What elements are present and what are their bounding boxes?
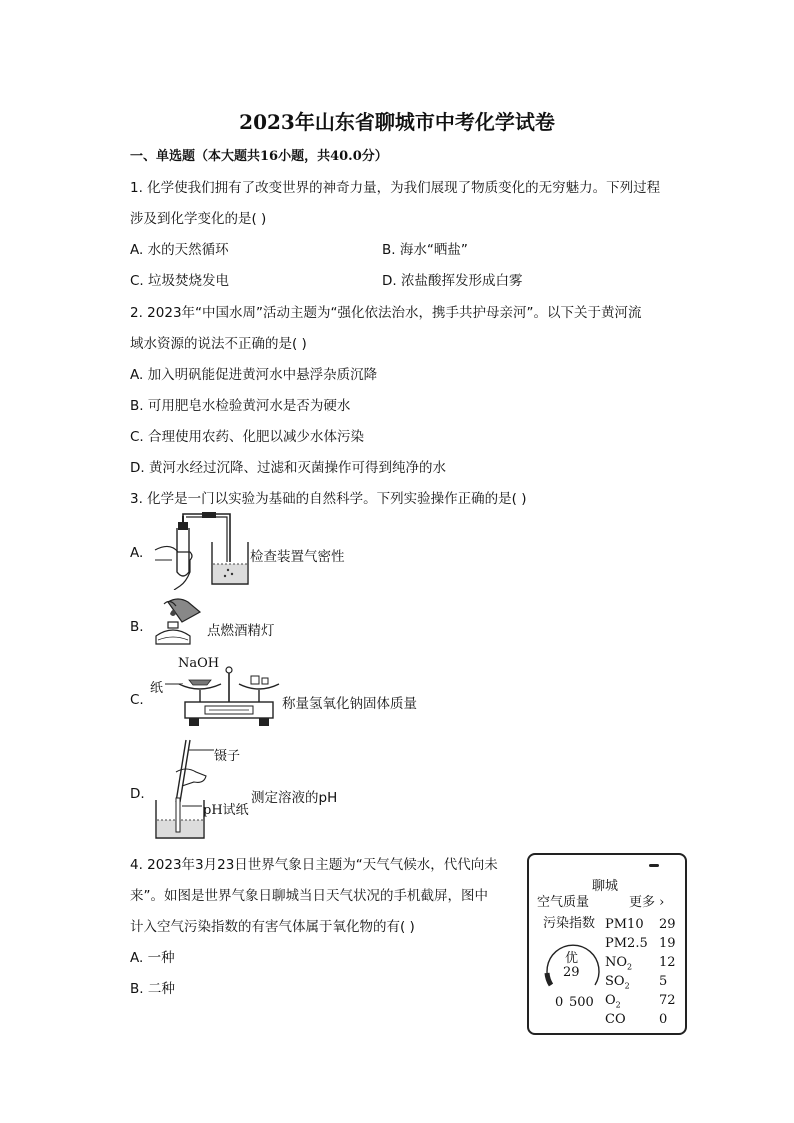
- q2-option-a[interactable]: A. 加入明矾能促进黄河水中悬浮杂质沉降: [130, 367, 378, 383]
- q3-option-d-caption: 测定溶液的pH: [251, 790, 338, 806]
- phone-more-link[interactable]: 更多 ›: [629, 895, 665, 910]
- phone-air-quality: 空气质量: [537, 895, 590, 910]
- naoh-label: NaOH: [178, 656, 220, 671]
- q3-option-c-caption: 称量氢氧化钠固体质量: [282, 696, 417, 712]
- q3-stem: 3. 化学是一门以实验为基础的自然科学。下列实验操作正确的是( ): [130, 491, 527, 507]
- pollutant-name-no2: $NO_2$: [605, 955, 633, 972]
- pollutant-name-co: CO: [605, 1012, 626, 1027]
- q2-option-b[interactable]: B. 可用肥皂水检验黄河水是否为硬水: [130, 398, 351, 414]
- pollutant-value-pm25: 19: [659, 936, 676, 951]
- q3-option-a-letter[interactable]: A.: [130, 545, 144, 561]
- pollutant-name-so2: $SO_2$: [605, 974, 630, 991]
- q2-stem-line1: 2. 2023年“中国水周”活动主题为“强化依法治水，携手共护母亲河”。以下关于黄河流: [130, 305, 642, 321]
- q4-stem-line1: 4. 2023年3月23日世界气象日主题为“天气气候水，代代向未: [130, 857, 498, 873]
- q4-stem-line3: 计入空气污染指数的有害气体属于氧化物的有( ): [130, 919, 415, 935]
- pollutant-name-pm10: PM10: [605, 917, 644, 932]
- q1-stem-line2: 涉及到化学变化的是( ): [130, 211, 267, 227]
- scale-max: 500: [569, 995, 594, 1010]
- q3-option-c-letter[interactable]: C.: [130, 692, 144, 708]
- phone-pollution-index-label: 污染指数: [543, 916, 596, 931]
- page-title: 2023年山东省聊城市中考化学试卷: [239, 110, 555, 134]
- balance-figure: [165, 662, 283, 732]
- alcohol-lamp-figure: [148, 596, 208, 648]
- ph-paper-label: pH试纸: [203, 803, 249, 818]
- paper-label: 纸: [150, 681, 164, 696]
- ph-test-figure: [150, 738, 216, 844]
- q4-option-b[interactable]: B. 二种: [130, 981, 175, 997]
- phone-status-bar: [649, 864, 659, 867]
- q1-option-d[interactable]: D. 浓盐酸挥发形成白雾: [382, 273, 523, 289]
- pollutant-name-o2: $O_2$: [605, 993, 621, 1010]
- section-heading: 一、单选题（本大题共16小题，共40.0分）: [130, 149, 388, 164]
- q4-option-a[interactable]: A. 一种: [130, 950, 175, 966]
- q3-option-d-letter[interactable]: D.: [130, 786, 145, 802]
- q1-stem-line1: 1. 化学使我们拥有了改变世界的神奇力量，为我们展现了物质变化的无穷魅力。下列过程: [130, 180, 661, 196]
- tweezers-label: 镊子: [214, 749, 241, 764]
- pollutant-value-co: 0: [659, 1012, 668, 1027]
- pollutant-value-so2: 5: [659, 974, 668, 989]
- q3-option-b-letter[interactable]: B.: [130, 619, 144, 635]
- aqi-level: 优: [565, 951, 579, 966]
- pollutant-value-pm10: 29: [659, 917, 676, 932]
- pollutant-value-o2: 72: [659, 993, 676, 1008]
- chevron-right-icon: ›: [659, 895, 665, 910]
- pollutant-value-no2: 12: [659, 955, 676, 970]
- q2-option-d[interactable]: D. 黄河水经过沉降、过滤和灭菌操作可得到纯净的水: [130, 460, 446, 476]
- phone-city: 聊城: [592, 879, 619, 894]
- q2-option-c[interactable]: C. 合理使用农药、化肥以减少水体污染: [130, 429, 365, 445]
- q1-option-c[interactable]: C. 垃圾焚烧发电: [130, 273, 230, 289]
- q3-option-a-caption: 检查装置气密性: [250, 549, 345, 565]
- q4-stem-line2: 来”。如图是世界气象日聊城当日天气状况的手机截屏，图中: [130, 888, 488, 904]
- pollutant-name-pm25: PM2.5: [605, 936, 648, 951]
- q1-option-b[interactable]: B. 海水“晒盐”: [382, 242, 468, 258]
- q2-stem-line2: 域水资源的说法不正确的是( ): [130, 336, 307, 352]
- scale-min: 0: [555, 995, 564, 1010]
- aqi-value: 29: [563, 965, 580, 980]
- q3-option-b-caption: 点燃酒精灯: [207, 623, 275, 639]
- phone-screenshot-frame: [527, 853, 687, 1035]
- q1-option-a[interactable]: A. 水的天然循环: [130, 242, 229, 258]
- airtight-check-figure: [150, 512, 255, 590]
